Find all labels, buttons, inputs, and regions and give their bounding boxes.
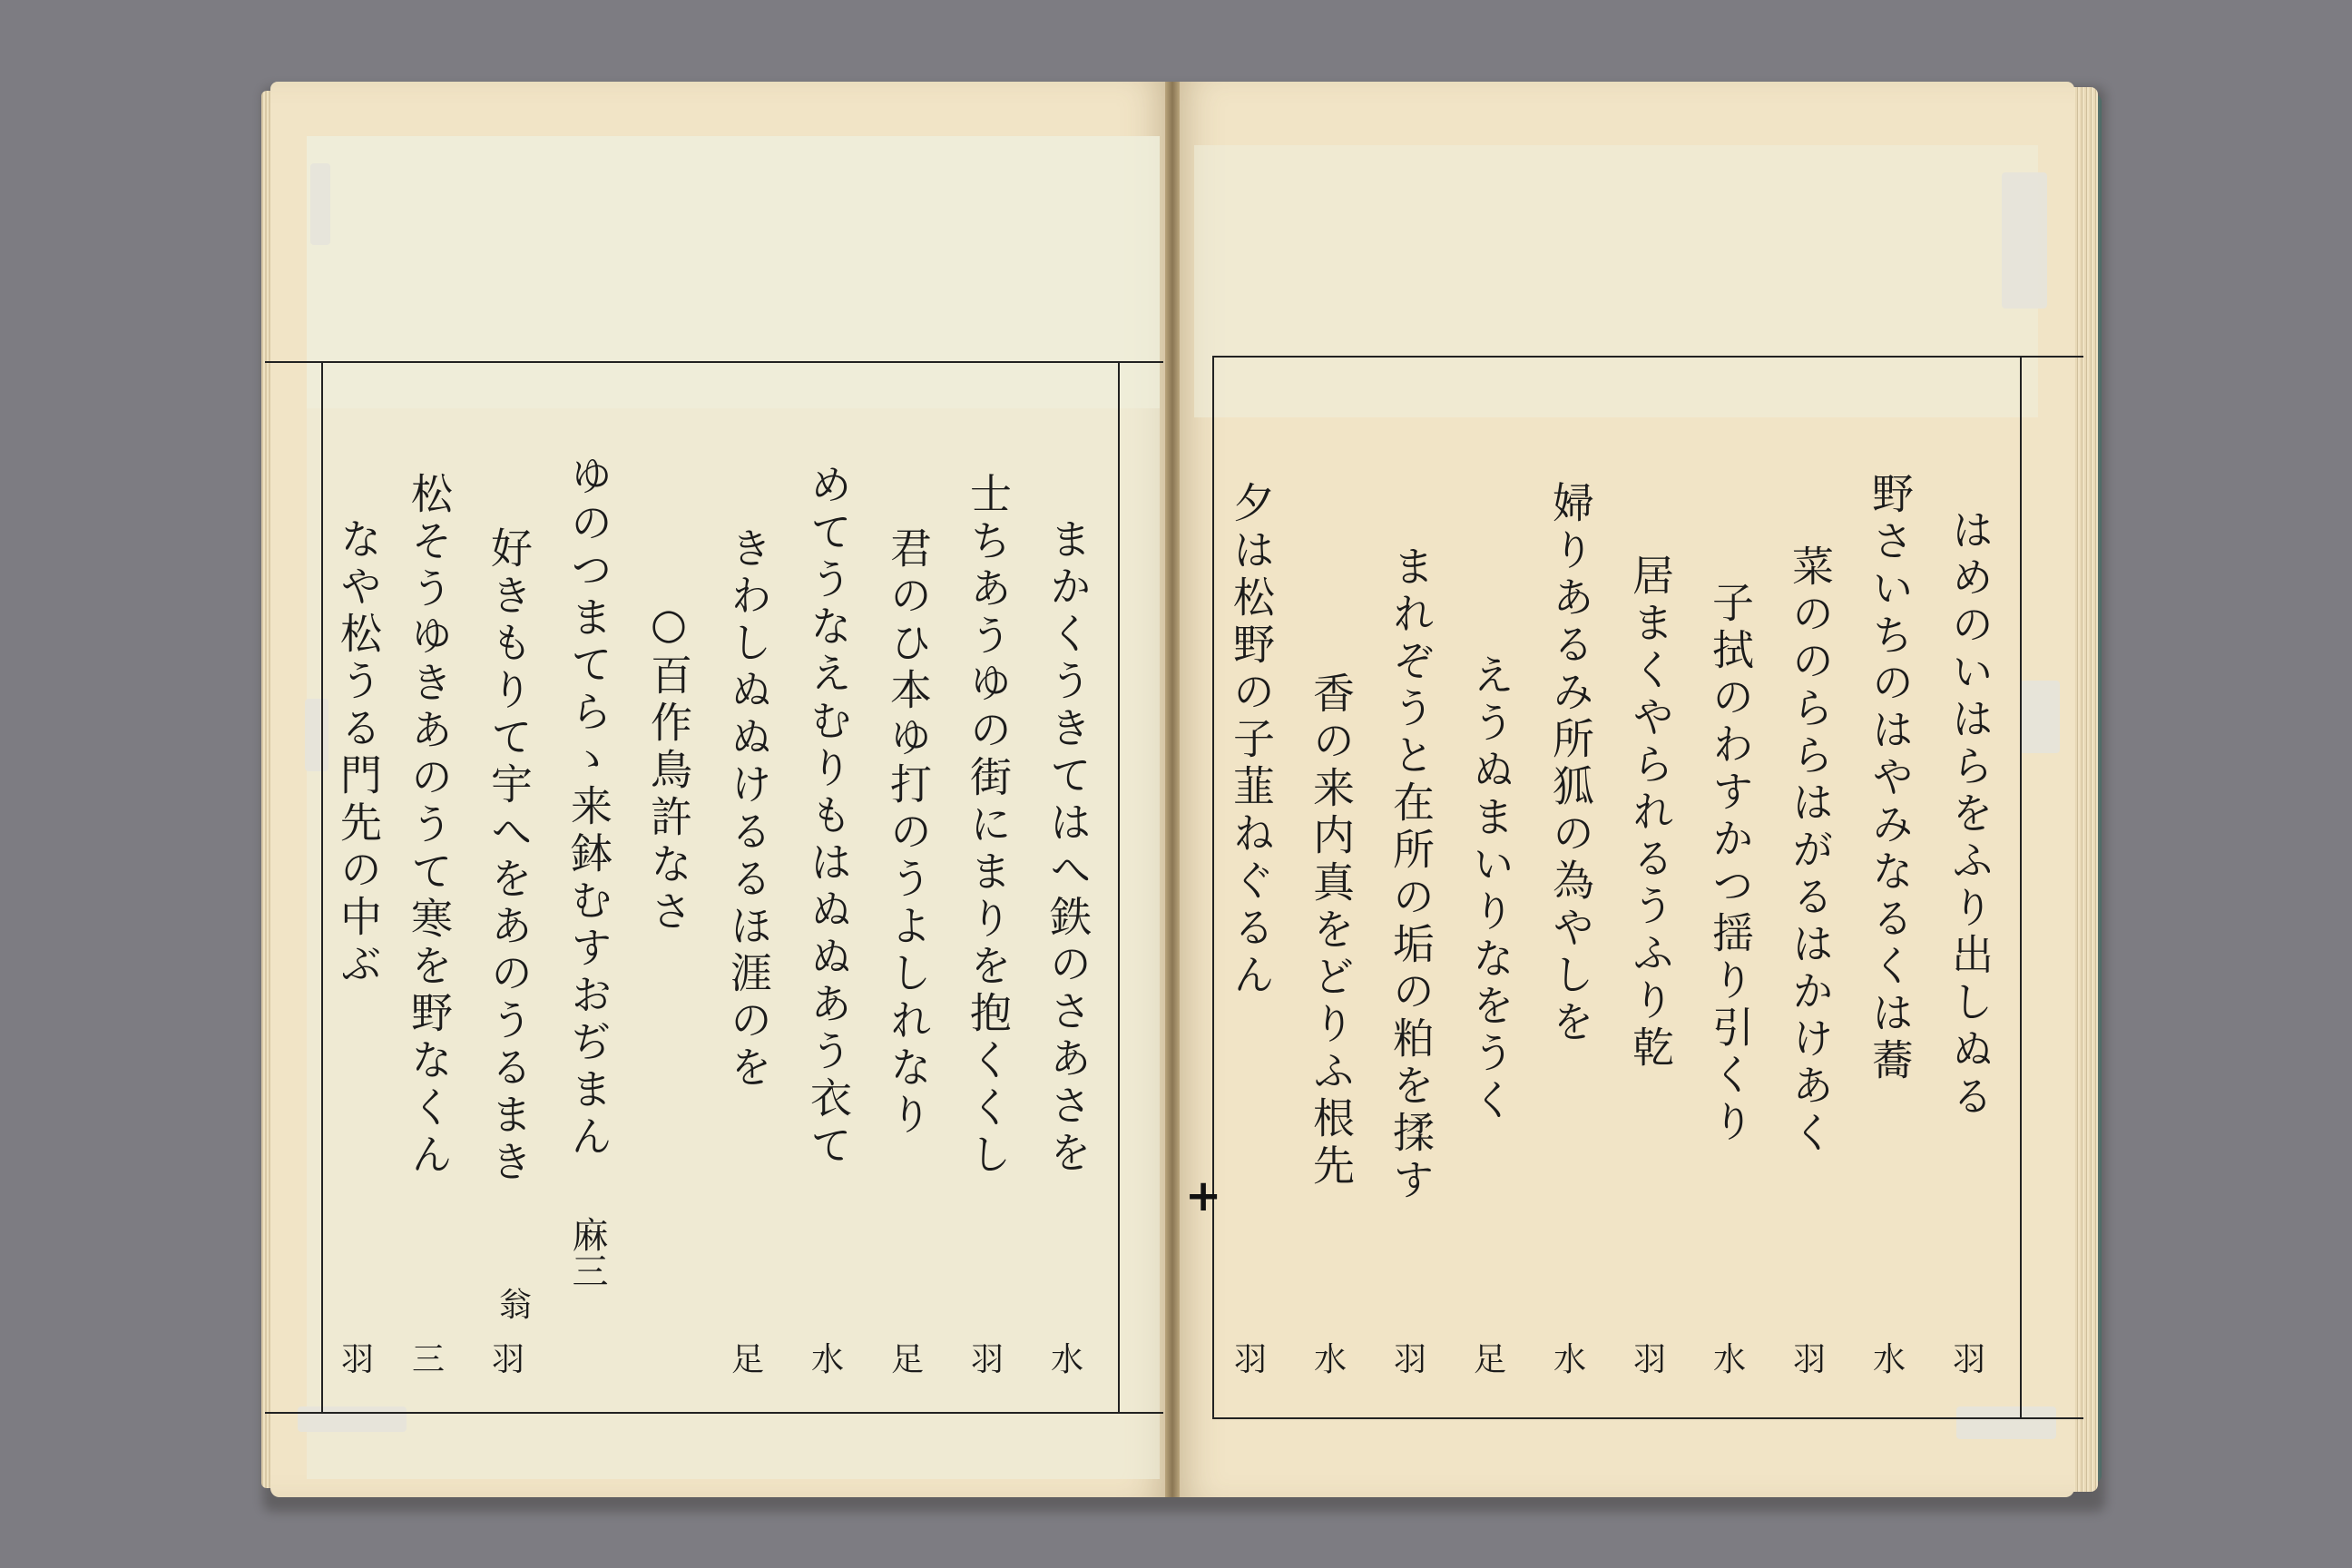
speaker-mark: 羽: [1632, 1341, 1666, 1378]
right-top-rule: [1212, 356, 2083, 358]
right-page-edges: [2071, 87, 2098, 1492]
text-column: なや松うる門先の中ぶ: [334, 517, 383, 989]
text-column: めてうなえむりもはぬぬあう衣て: [804, 463, 853, 1171]
speaker-mark: 羽: [970, 1341, 1004, 1378]
speaker-mark: 水: [1313, 1341, 1347, 1378]
text-column: 居まくやられるうふり乾: [1626, 554, 1675, 1073]
right-frame-line-inner: [1212, 356, 1214, 1419]
speaker-mark: 足: [890, 1341, 924, 1378]
text-column: まれぞうと在所の垢の粕を揉す: [1387, 544, 1436, 1205]
left-frame-line-inner: [1118, 361, 1120, 1414]
left-frame-line: [321, 361, 323, 1414]
speaker-mark: 足: [1473, 1341, 1506, 1378]
hinge-tab: [310, 163, 330, 245]
right-frame-line: [2020, 356, 2022, 1419]
text-column: 好きもりて宇へをあのうるまき: [485, 526, 534, 1187]
annotation: 翁: [498, 1287, 532, 1324]
speaker-mark: 羽: [491, 1341, 524, 1378]
repair-patch: [1194, 145, 2038, 417]
hinge-tab: [1956, 1406, 2056, 1439]
speaker-mark: 足: [730, 1341, 764, 1378]
text-column: まかくうきてはへ鉄のさあさを: [1044, 517, 1093, 1178]
right-bottom-rule: [1212, 1417, 2083, 1419]
text-column: ゆのつまてらゝ来鉢むすおぢまん: [564, 454, 613, 1161]
center-register-mark: +: [1185, 1171, 1222, 1221]
annotation: 麻三: [566, 1216, 608, 1289]
speaker-mark: 水: [1553, 1341, 1586, 1378]
text-column: 松そうゆきあのうて寒を野なくん: [405, 472, 454, 1180]
repair-patch: [307, 136, 1160, 408]
hinge-tab: [305, 699, 328, 771]
speaker-mark: 三: [411, 1341, 445, 1378]
text-column: 士ちあうゆの街にまりを抱くくし: [964, 472, 1013, 1180]
text-column: はめのいはらをふり出しぬる: [1945, 508, 1994, 1122]
text-column: 君のひ本ゆ打のうよしれなり: [884, 526, 933, 1140]
speaker-mark: 羽: [340, 1341, 374, 1378]
text-column: 子拭のわすかつ揺り引くり: [1706, 581, 1755, 1147]
speaker-mark: 羽: [1792, 1341, 1826, 1378]
book-gutter: [1165, 82, 1180, 1497]
text-column: きわしぬぬけるるほ涯のを: [724, 526, 773, 1093]
hinge-tab: [2020, 681, 2060, 753]
text-column: えうぬまいりなをうく: [1466, 653, 1515, 1125]
text-column: 婦りあるみ所狐の為やしを: [1546, 481, 1595, 1047]
speaker-mark: 水: [1050, 1341, 1083, 1378]
hinge-tab: [298, 1406, 407, 1432]
speaker-mark: 水: [1872, 1341, 1906, 1378]
hinge-tab: [2002, 172, 2047, 309]
text-column: 野さいちのはやみなるくは蕎: [1866, 472, 1915, 1085]
speaker-mark: 羽: [1393, 1341, 1426, 1378]
speaker-mark: 羽: [1233, 1341, 1267, 1378]
text-column: 夕は松野の子韮ねぐるん: [1227, 481, 1276, 1000]
speaker-mark: 羽: [1952, 1341, 1985, 1378]
text-column: ○百作鳥許なさ: [644, 599, 693, 936]
left-bottom-rule: [265, 1412, 1163, 1414]
speaker-mark: 水: [1712, 1341, 1746, 1378]
speaker-mark: 水: [810, 1341, 844, 1378]
text-column: 菜ののららはがるはかけあく: [1786, 544, 1835, 1158]
text-column: 香の来内真をどりふ根先: [1307, 671, 1356, 1191]
left-top-rule: [265, 361, 1163, 363]
